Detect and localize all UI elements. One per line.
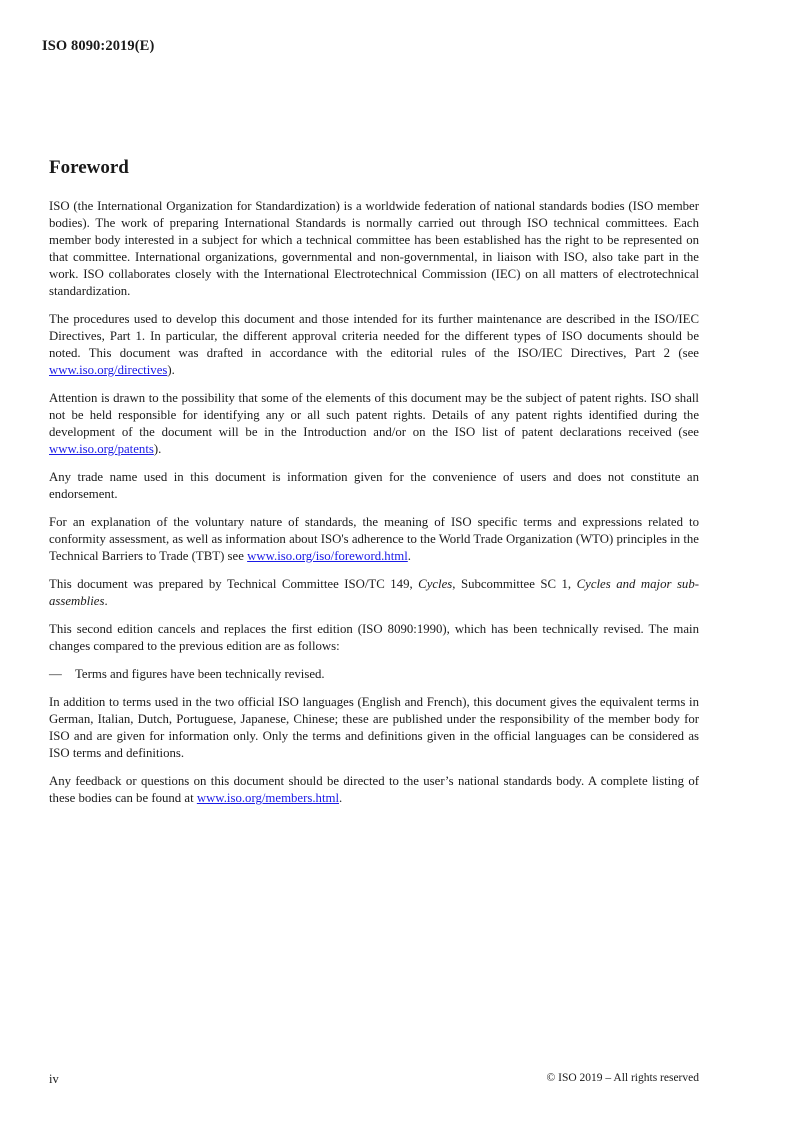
paragraph-end: . (407, 549, 411, 563)
document-id-header: ISO 8090:2019(E) (42, 38, 155, 54)
foreword-link[interactable]: www.iso.org/iso/foreword.html (247, 549, 408, 563)
list-item (49, 666, 699, 683)
paragraph-text: The procedures used to develop this document and those intended for its further maintenance are described in the ISO/IEC Directives, Part 1. In particular, the different approval criteria needed for the different types of ISO documents should be noted. This document was drafted in accordance with the editorial rules of the ISO/IEC Directives, Part 2 (see (49, 312, 699, 360)
page-footer (49, 1072, 699, 1087)
paragraph-end: ). (153, 442, 162, 456)
paragraph-patents (49, 390, 699, 458)
paragraph-iso-intro: ISO (the International Organization for Standardization) is a worldwide federation of national standards bodies (ISO member bodies). The work of preparing International Standards is normally carried out through ISO technical committees. Each member body interested in a subject for which a technical committee has been established has the right to be represented on that committee. International organizations, governmental and non-governmental, in liaison with ISO, also take part in the work. ISO collaborates closely with the International Electrotechnical Commission (IEC) on all matters of electrotechnical standardization. (49, 199, 699, 298)
members-link[interactable]: www.iso.org/members.html (196, 791, 340, 805)
copyright-notice: © ISO 2019 – All rights reserved (546, 1072, 699, 1084)
page-number: iv (49, 1072, 59, 1086)
paragraph-committee (49, 576, 699, 610)
subcommittee-title: Cycles and major sub-assemblies (49, 577, 699, 608)
paragraph-end: ). (167, 363, 175, 377)
paragraph-text: Any feedback or questions on this document should be directed to the user’s national standards body. A complete listing of these bodies can be found at (49, 774, 699, 805)
em-dash-bullet: — (49, 667, 62, 681)
paragraph-languages: In addition to terms used in the two official ISO languages (English and French), this document gives the equivalent terms in German, Italian, Dutch, Portuguese, Japanese, Chinese; these are published under the responsibility of the member body for ISO and are given for information only. Only the terms and definitions given in the official languages can be considered as ISO terms and definitions. (49, 695, 699, 760)
paragraph-edition: This second edition cancels and replaces the first edition (ISO 8090:1990), which has been technically revised. The main changes compared to the previous edition are as follows: (49, 622, 699, 653)
patents-link[interactable]: www.iso.org/patents (49, 442, 154, 456)
committee-title: Cycles (418, 577, 453, 591)
paragraph-end: . (104, 594, 108, 608)
paragraph-feedback (49, 773, 699, 807)
paragraph-trade-name: Any trade name used in this document is information given for the convenience of users and does not constitute an endorsement. (49, 470, 699, 501)
list-item-text: Terms and figures have been technically revised. (75, 667, 325, 681)
paragraph-procedures (49, 311, 699, 379)
paragraph-text: This document was prepared by Technical Committee ISO/TC 149, (49, 577, 419, 591)
paragraph-voluntary-nature (49, 514, 699, 565)
paragraph-text: Attention is drawn to the possibility that some of the elements of this document may be the subject of patent rights. ISO shall not be held responsible for identifying any or all such patent rights. Details of any patent rights identified during the development of the document will be in the Introduction and/or on the ISO list of patent declarations received (see (49, 391, 699, 439)
foreword-content (49, 156, 699, 818)
section-title: Foreword (49, 157, 129, 178)
paragraph-end: . (339, 791, 343, 805)
directives-link[interactable]: www.iso.org/directives (49, 363, 168, 377)
paragraph-text: , Subcommittee SC 1, (452, 577, 577, 591)
paragraph-text: For an explanation of the voluntary nature of standards, the meaning of ISO specific terms and expressions related to conformity assessment, as well as information about ISO's adherence to the World Trade Organization (WTO) principles in the Technical Barriers to Trade (TBT) see (49, 515, 699, 563)
